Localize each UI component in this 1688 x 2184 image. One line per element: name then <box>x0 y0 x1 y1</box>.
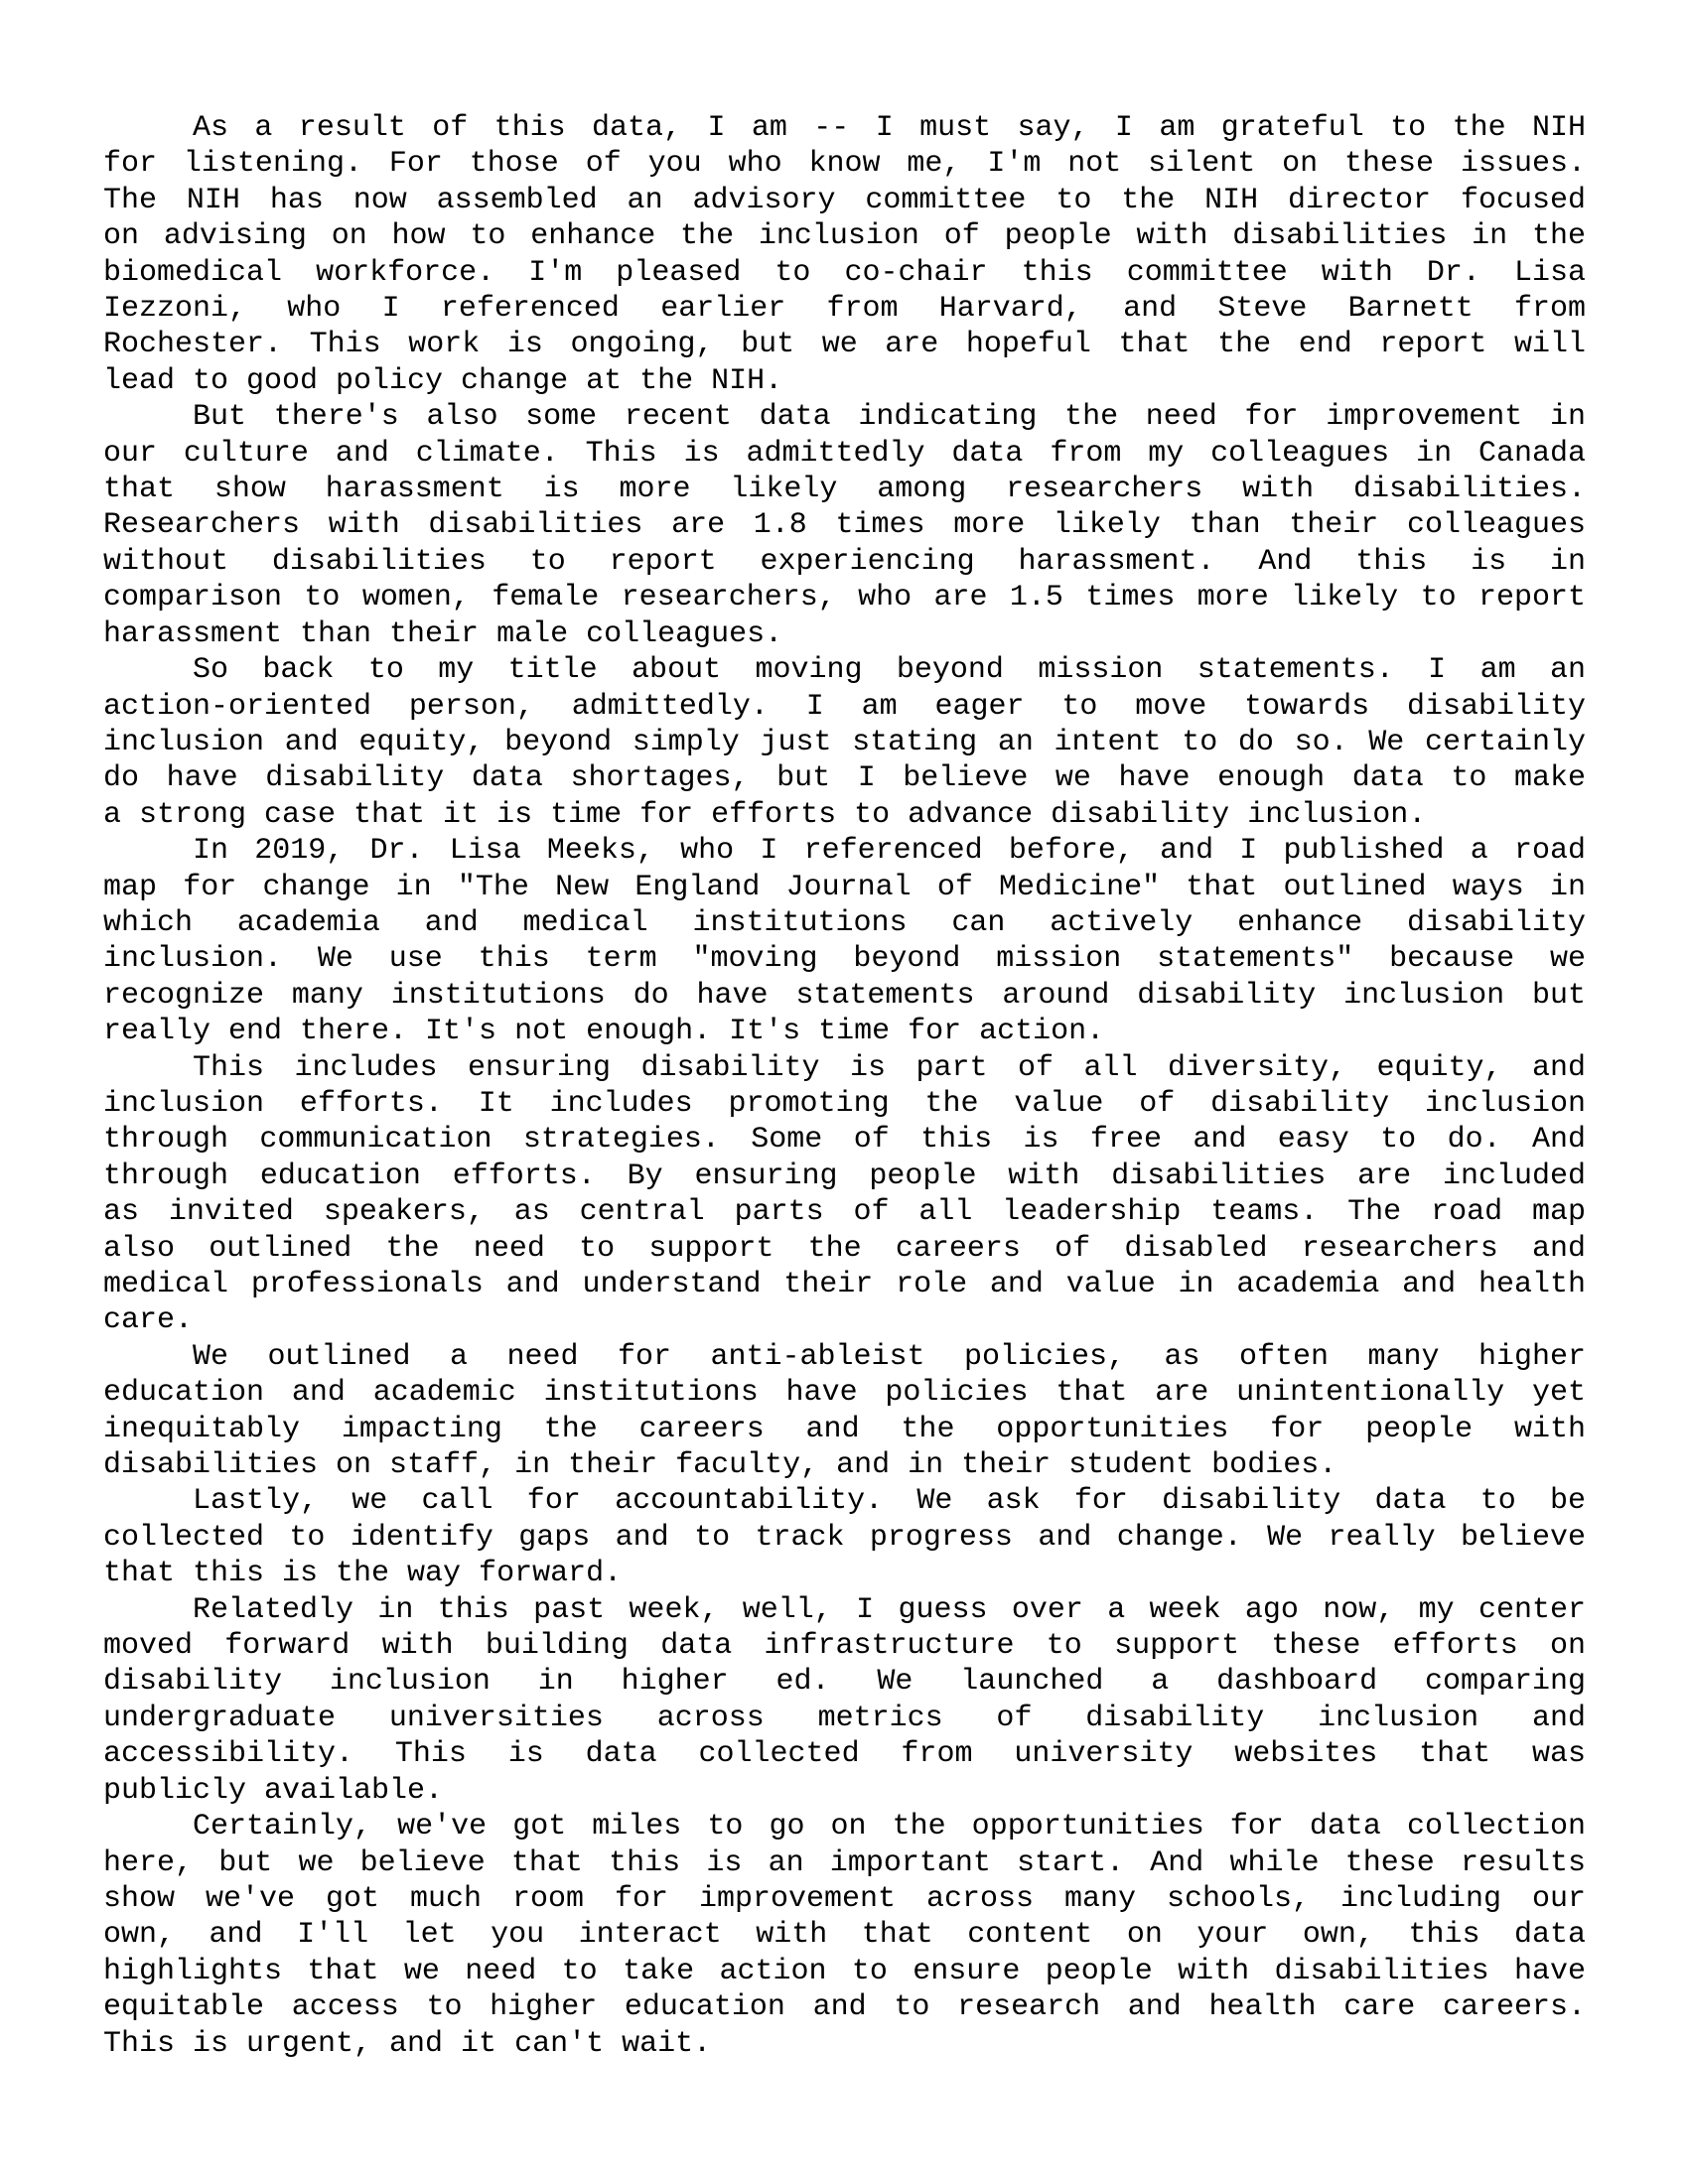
transcript-line: through communication strategies. Some of this is free and easy to do. And <box>103 1123 1586 1158</box>
transcript-line: inclusion efforts. It includes promoting the value of disability inclusion <box>103 1086 1586 1121</box>
transcript-line: a strong case that it is time for efforts to advance disability inclusion. <box>103 797 1427 832</box>
paragraph <box>103 1809 1586 2062</box>
transcript-line: The NIH has now assembled an advisory committee to the NIH director focused <box>103 183 1586 217</box>
transcript-line: own, and I'll let you interact with that content on your own, this data <box>103 1918 1586 1953</box>
transcript-line: on advising on how to enhance the inclusion of people with disabilities in the <box>103 219 1586 254</box>
paragraph <box>103 652 1586 833</box>
transcript-line: medical professionals and understand their role and value in academia and health <box>103 1268 1586 1301</box>
transcript-line: disability inclusion in higher ed. We launched a dashboard comparing <box>103 1665 1586 1700</box>
transcript-line: Lastly, we call for accountability. We ask for disability data to be <box>193 1484 1586 1519</box>
transcript-line: action-oriented person, admittedly. I am eager to move towards disability <box>103 689 1586 724</box>
transcript-line: publicly available. <box>103 1773 444 1808</box>
transcript-line: Researchers with disabilities are 1.8 times more likely than their colleagues <box>103 508 1586 543</box>
transcript-line: that show harassment is more likely among researchers with disabilities. <box>103 473 1586 507</box>
transcript-line: do have disability data shortages, but I believe we have enough data to make <box>103 761 1586 796</box>
transcript-line: through education efforts. By ensuring people with disabilities are included <box>103 1159 1586 1193</box>
transcript-line: for listening. For those of you who know me, I'm not silent on these issues. <box>103 147 1586 182</box>
transcript-line: recognize many institutions do have statements around disability inclusion but <box>103 978 1586 1013</box>
transcript-line: In 2019, Dr. Lisa Meeks, who I referenced before, and I published a road <box>193 834 1586 869</box>
transcript-line: which academia and medical institutions can actively enhance disability <box>103 905 1586 940</box>
transcript-line: moved forward with building data infrastructure to support these efforts on <box>103 1629 1586 1664</box>
transcript-line: But there's also some recent data indicating the need for improvement in <box>193 400 1586 435</box>
transcript-line: that this is the way forward. <box>103 1557 623 1591</box>
transcript-line: show we've got much room for improvement across many schools, including our <box>103 1881 1586 1916</box>
transcript-line: We outlined a need for anti-ableist policies, as often many higher <box>193 1339 1586 1374</box>
paragraph <box>103 1050 1586 1339</box>
transcript-line: As a result of this data, I am -- I must say, I am grateful to the NIH <box>193 111 1586 145</box>
transcript-text <box>103 110 1586 2062</box>
transcript-line: biomedical workforce. I'm pleased to co-chair this committee with Dr. Lisa <box>103 255 1586 290</box>
transcript-line: here, but we believe that this is an important start. And while these results <box>103 1845 1586 1880</box>
paragraph <box>103 1483 1586 1591</box>
transcript-line: highlights that we need to take action to ensure people with disabilities have <box>103 1954 1586 1988</box>
transcript-line: undergraduate universities across metrics of disability inclusion and <box>103 1701 1586 1735</box>
transcript-line: lead to good policy change at the NIH. <box>103 363 783 398</box>
transcript-line: really end there. It's not enough. It's time for action. <box>103 1015 1105 1049</box>
transcript-line: education and academic institutions have policies that are unintentionally yet <box>103 1376 1586 1411</box>
transcript-line: This includes ensuring disability is part of all diversity, equity, and <box>193 1050 1586 1085</box>
transcript-line: Rochester. This work is ongoing, but we are hopeful that the end report will <box>103 328 1586 362</box>
transcript-line: So back to my title about moving beyond mission statements. I am an <box>193 653 1586 688</box>
transcript-line: Iezzoni, who I referenced earlier from Harvard, and Steve Barnett from <box>103 292 1586 327</box>
paragraph <box>103 833 1586 1049</box>
paragraph <box>103 1339 1586 1484</box>
transcript-line: our culture and climate. This is admittedly data from my colleagues in Canada <box>103 436 1586 471</box>
transcript-line: inclusion. We use this term "moving beyond mission statements" because we <box>103 942 1586 977</box>
transcript-line: comparison to women, female researchers, who are 1.5 times more likely to report <box>103 581 1586 615</box>
transcript-line: Relatedly in this past week, well, I guess over a week ago now, my center <box>193 1592 1586 1627</box>
transcript-line: accessibility. This is data collected from university websites that was <box>103 1737 1586 1772</box>
transcript-line: inclusion and equity, beyond simply just stating an intent to do so. We certainly <box>103 725 1586 759</box>
transcript-line: care. <box>103 1303 194 1338</box>
transcript-line: disabilities on staff, in their faculty, and in their student bodies. <box>103 1448 1337 1483</box>
paragraph <box>103 1592 1586 1809</box>
transcript-line: also outlined the need to support the careers of disabled researchers and <box>103 1231 1586 1266</box>
paragraph <box>103 399 1586 652</box>
transcript-line: This is urgent, and it can't wait. <box>103 2026 712 2061</box>
transcript-line: map for change in "The New England Journal of Medicine" that outlined ways in <box>103 870 1586 904</box>
transcript-line: without disabilities to report experiencing harassment. And this is in <box>103 544 1586 579</box>
transcript-line: Certainly, we've got miles to go on the opportunities for data collection <box>193 1810 1586 1844</box>
transcript-line: as invited speakers, as central parts of all leadership teams. The road map <box>103 1195 1586 1230</box>
transcript-line: collected to identify gaps and to track progress and change. We really believe <box>103 1520 1586 1555</box>
transcript-line: inequitably impacting the careers and the opportunities for people with <box>103 1412 1586 1446</box>
paragraph <box>103 110 1586 399</box>
transcript-line: equitable access to higher education and to research and health care careers. <box>103 1990 1586 2025</box>
transcript-line: harassment than their male colleagues. <box>103 616 783 651</box>
